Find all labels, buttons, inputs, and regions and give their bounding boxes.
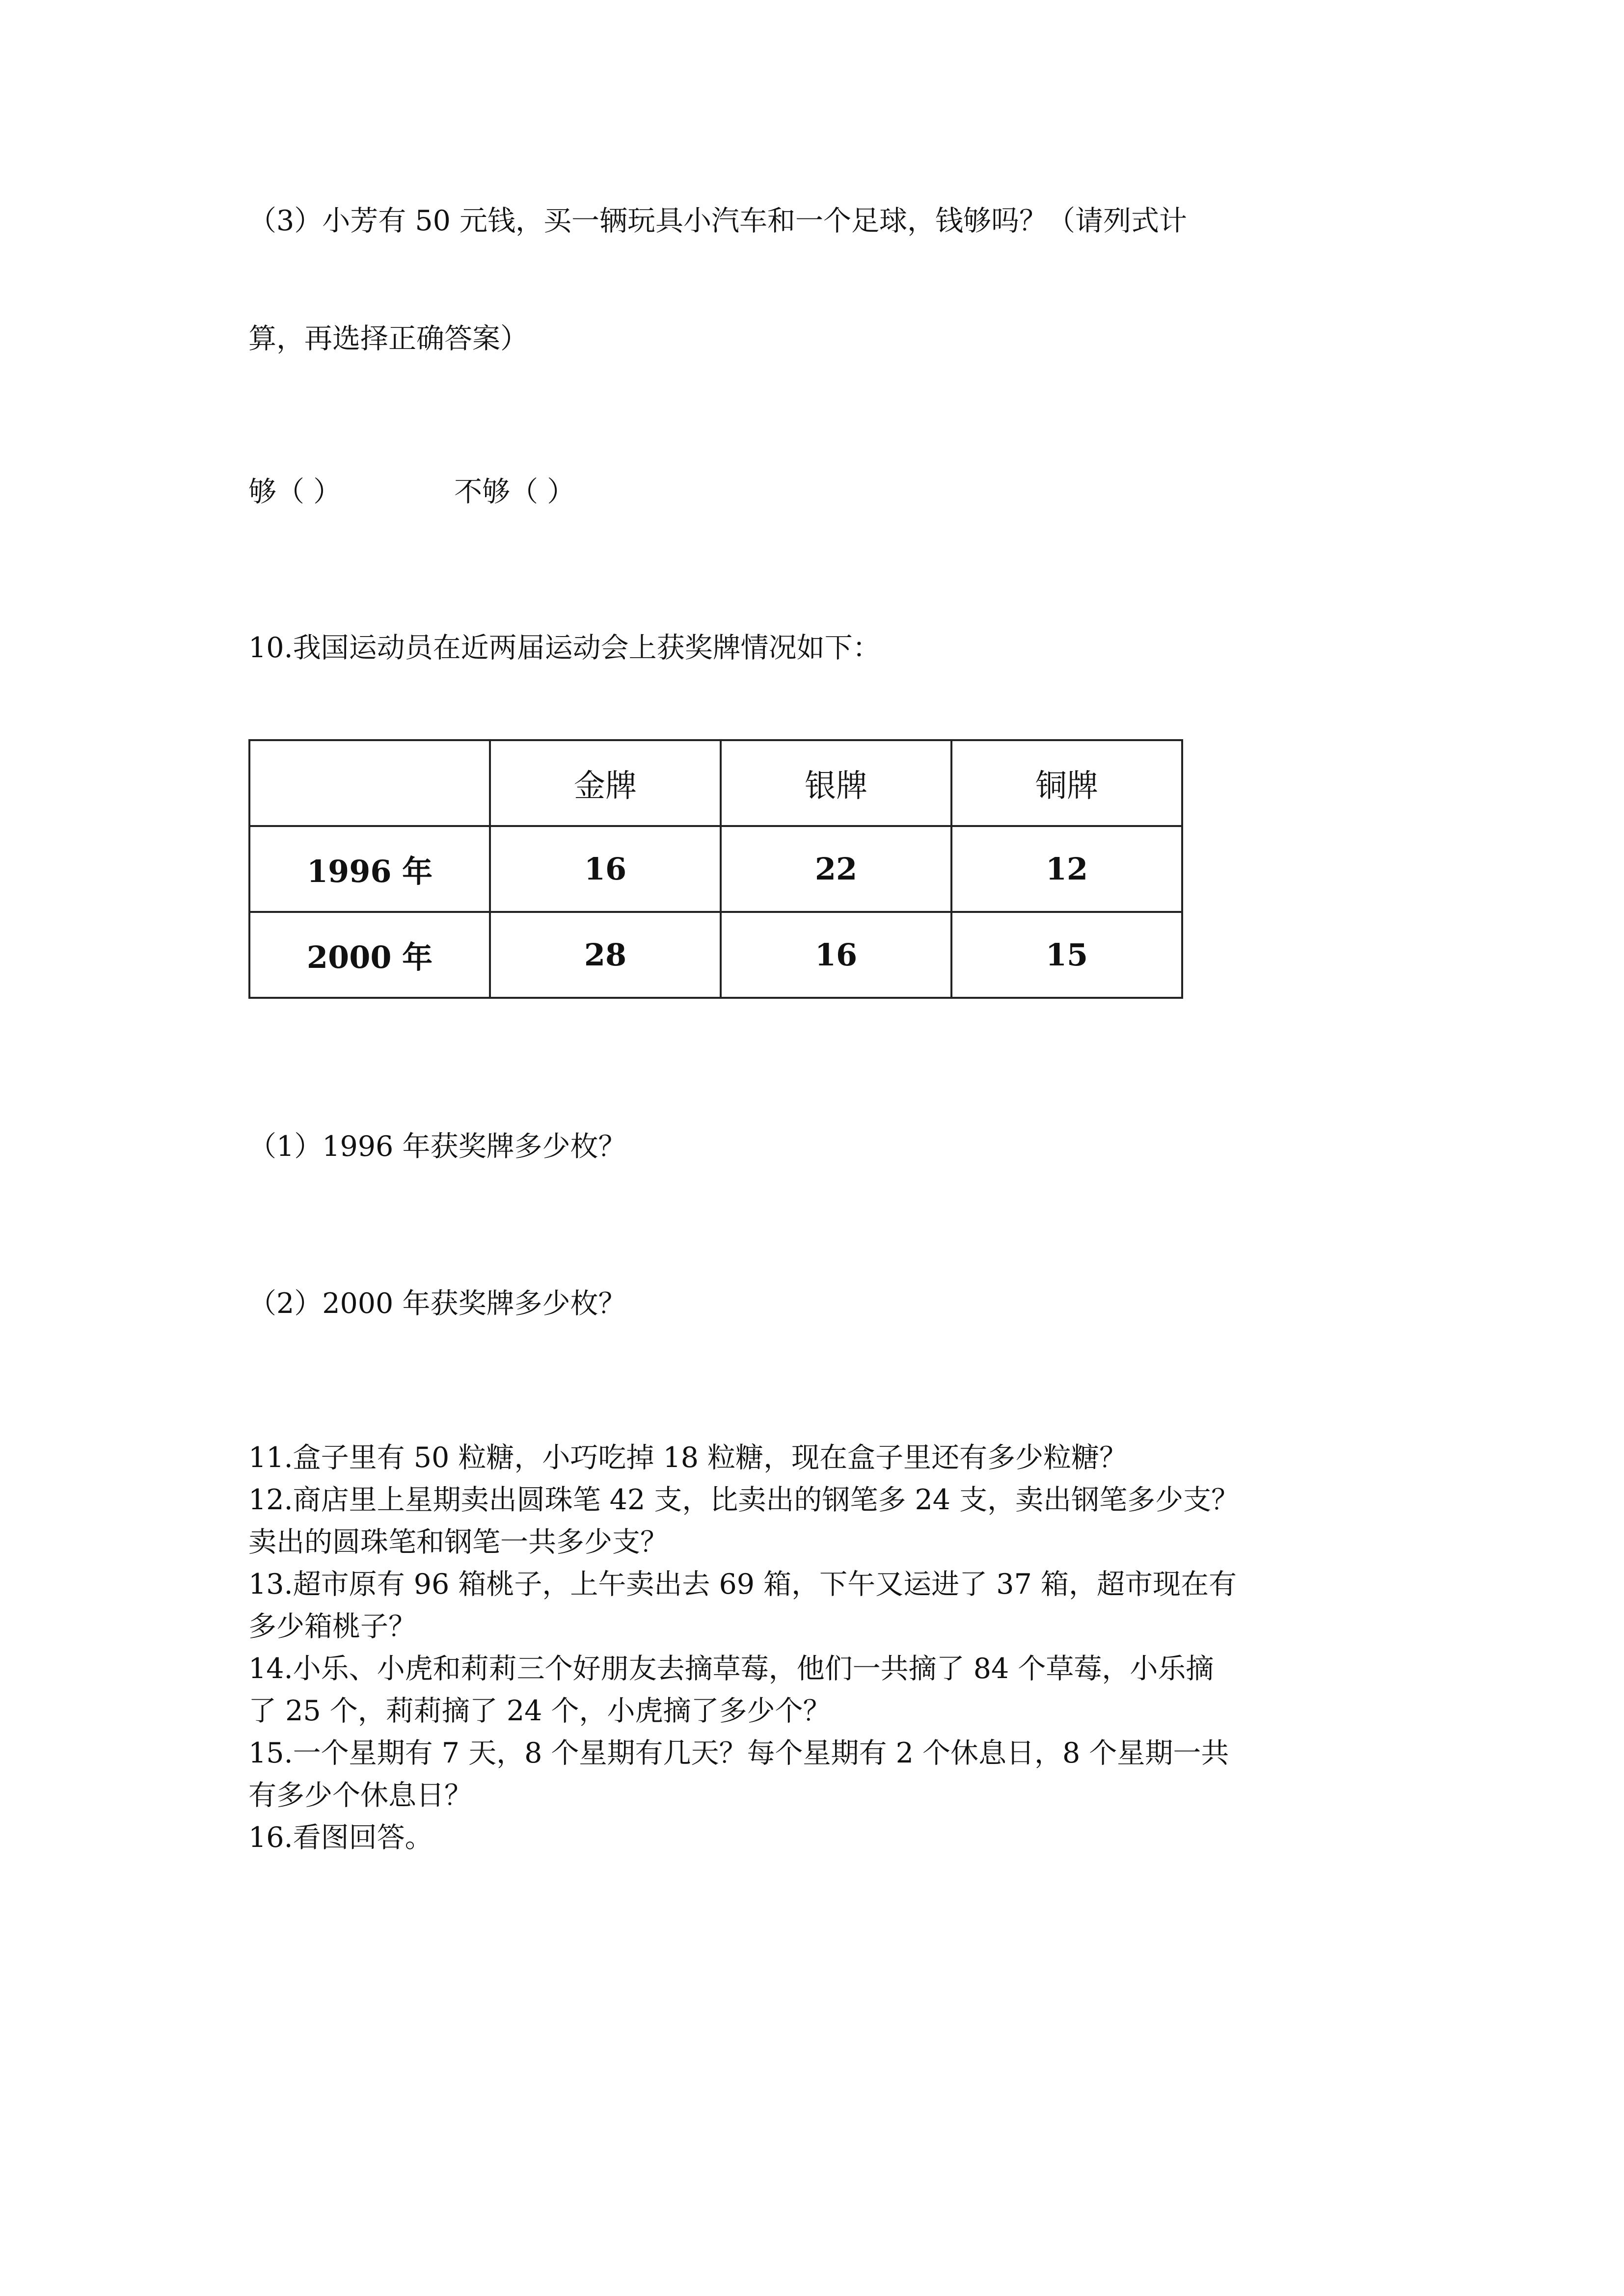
table-header-row (249, 740, 1182, 826)
q12-line2: 卖出的圆珠笔和钢笔一共多少支？ (248, 1526, 668, 1558)
medal-table (248, 739, 1183, 999)
cell-gold: 16 (490, 826, 721, 912)
table-row (249, 826, 1182, 912)
q10-title: 10.我国运动员在近两届运动会上获奖牌情况如下： (248, 632, 881, 664)
q15-line1: 15.一个星期有 7 天，8 个星期有几天？每个星期有 2 个休息日，8 个星期一共 (248, 1737, 1229, 1769)
q12-line1: 12.商店里上星期卖出圆珠笔 42 支，比卖出的钢笔多 24 支，卖出钢笔多少支？ (248, 1484, 1240, 1516)
table-row (249, 912, 1182, 998)
q14-line1: 14.小乐、小虎和莉莉三个好朋友去摘草莓，他们一共摘了 84 个草莓，小乐摘 (248, 1653, 1214, 1685)
q16: 16.看图回答。 (248, 1821, 433, 1854)
q9-part3-line1: （3）小芳有 50 元钱，买一辆玩具小汽车和一个足球，钱够吗？（请列式计 (248, 205, 1188, 237)
cell-silver: 22 (721, 826, 951, 912)
q9-options (248, 472, 575, 511)
option-not-enough[interactable]: 不够（ ） (454, 476, 575, 508)
header-gold: 金牌 (490, 740, 721, 826)
q13-line1: 13.超市原有 96 箱桃子，上午卖出去 69 箱，下午又运进了 37 箱，超市现在有 (248, 1568, 1237, 1601)
cell-bronze: 12 (951, 826, 1182, 912)
q15-line2: 有多少个休息日？ (248, 1779, 472, 1812)
cell-bronze: 15 (951, 912, 1182, 998)
cell-gold: 28 (490, 912, 721, 998)
q10-sub2: （2）2000 年获奖牌多少枚？ (248, 1287, 626, 1320)
q9-part3-line2: 算，再选择正确答案） (248, 322, 528, 355)
header-empty (249, 740, 490, 826)
header-bronze: 铜牌 (951, 740, 1182, 826)
option-enough[interactable]: 够（ ） (248, 476, 342, 508)
row-year: 2000 年 (249, 912, 490, 998)
header-silver: 银牌 (721, 740, 951, 826)
q10-sub1: （1）1996 年获奖牌多少枚？ (248, 1130, 626, 1163)
cell-silver: 16 (721, 912, 951, 998)
row-year: 1996 年 (249, 826, 490, 912)
q13-line2: 多少箱桃子？ (248, 1610, 416, 1643)
q11: 11.盒子里有 50 粒糖，小巧吃掉 18 粒糖，现在盒子里还有多少粒糖？ (248, 1442, 1128, 1474)
q14-line2: 了 25 个，莉莉摘了 24 个，小虎摘了多少个？ (248, 1695, 831, 1727)
